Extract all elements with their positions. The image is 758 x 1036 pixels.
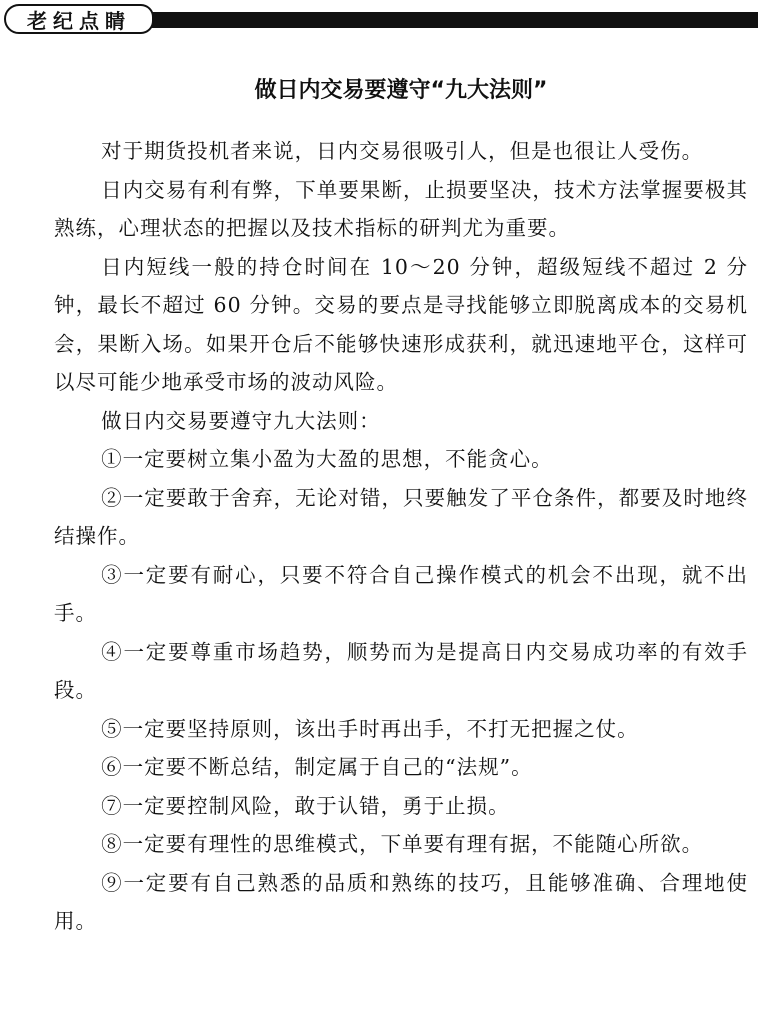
rule-item: ④一定要尊重市场趋势，顺势而为是提高日内交易成功率的有效手段。: [54, 639, 748, 702]
rule-item: ⑤一定要坚持原则，该出手时再出手，不打无把握之仗。: [101, 716, 639, 741]
article-title: 做日内交易要遵守“九大法则”: [254, 78, 548, 103]
section-tab-label: 老纪点睛: [27, 8, 131, 33]
rule-item: ①一定要树立集小盈为大盈的思想，不能贪心。: [101, 447, 553, 471]
rule-item: ②一定要敢于舍弃，无论对错，只要触发了平仓条件，都要及时地终结操作。: [54, 485, 748, 548]
section-header: [0, 0, 758, 36]
rule-item: ⑦一定要控制风险，敢于认错，勇于止损。: [101, 793, 510, 818]
section-tab: [4, 4, 154, 34]
article: [54, 72, 748, 941]
paragraph: 日内交易有利有弊，下单要果断，止损要坚决，技术方法掌握要极其熟练，心理状态的把握以及技术指标的研判尤为重要。: [54, 177, 748, 240]
paragraph: 做日内交易要遵守九大法则：: [101, 408, 381, 433]
rule-item: ③一定要有耐心，只要不符合自己操作模式的机会不出现，就不出手。: [54, 562, 748, 625]
paragraph: 对于期货投机者来说，日内交易很吸引人，但是也很让人受伤。: [101, 139, 704, 163]
rule-item: ⑨一定要有自己熟悉的品质和熟练的技巧，且能够准确、合理地使用。: [54, 870, 748, 933]
rule-item: ⑥一定要不断总结，制定属于自己的“法规”。: [101, 755, 533, 779]
header-rule: [150, 12, 758, 28]
paragraph: 日内短线一般的持仓时间在 10～20 分钟，超级短线不超过 2 分钟，最长不超过 60 分钟。交易的要点是寻找能够立即脱离成本的交易机会，果断入场。如果开仓后不能够快速形成获利，就迅速地平仓，这样可以尽可能少地承受市场的波动风险。: [54, 254, 748, 394]
rule-item: ⑧一定要有理性的思维模式，下单要有理有据，不能随心所欲。: [101, 832, 704, 856]
